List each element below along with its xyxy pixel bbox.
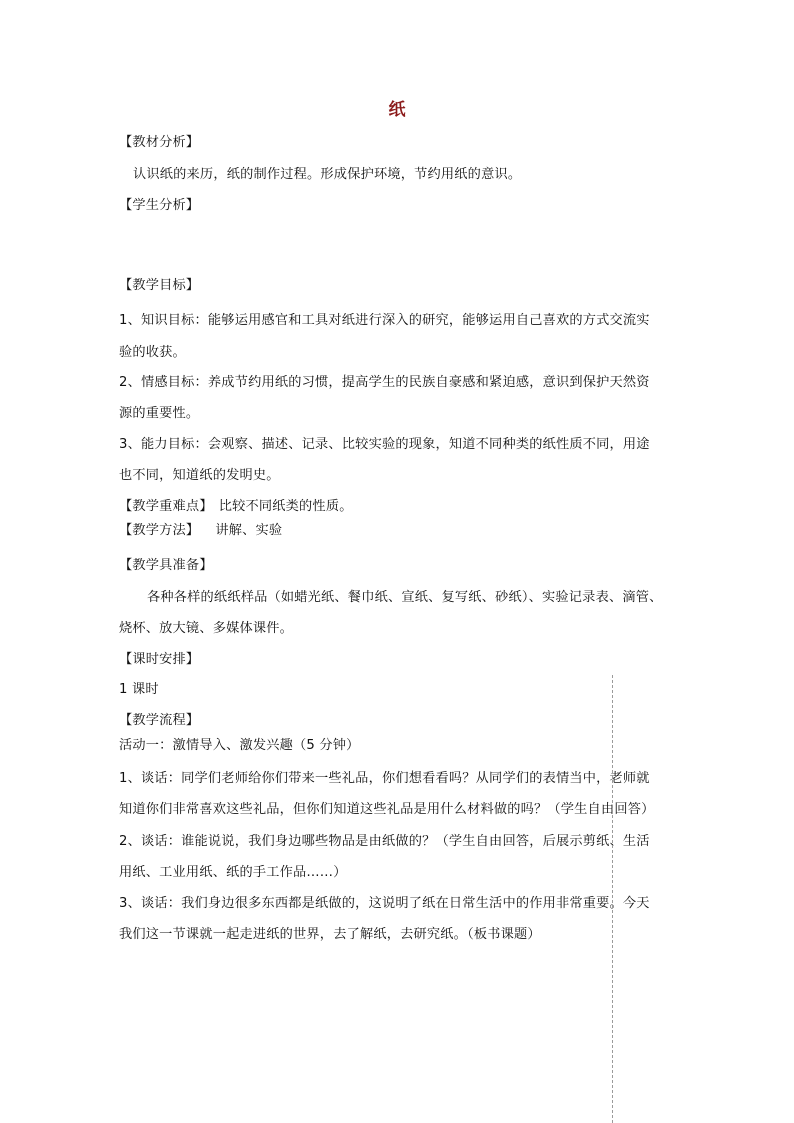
goal-3-line-1: 3、能力目标：会观察、描述、记录、比较实验的现象，知道不同种类的纸性质不同，用途 — [119, 437, 650, 452]
teaching-goals-heading: 【教学目标】 — [119, 278, 200, 293]
goal-2-line-1: 2、情感目标：养成节约用纸的习惯，提高学生的民族自豪感和紧迫感，意识到保护天然资 — [119, 375, 650, 390]
margin-dashed-rule — [612, 675, 613, 1123]
teaching-method-heading: 【教学方法】 — [119, 523, 200, 538]
schedule-text: 1 课时 — [119, 682, 159, 697]
talk-3-line-2: 我们这一节课就一起走进纸的世界，去了解纸，去研究纸。（板书课题） — [119, 927, 541, 942]
key-difficulty-heading: 【教学重难点】 — [119, 499, 213, 514]
activity-one: 活动一：激情导入、激发兴趣（5 分钟） — [119, 738, 360, 753]
goal-3-line-2: 也不同，知道纸的发明史。 — [119, 468, 280, 483]
materials-line-1: 各种各样的纸纸样品（如蜡光纸、餐巾纸、宣纸、复写纸、砂纸）、实验记录表、滴管、 — [147, 590, 663, 605]
student-analysis-heading: 【学生分析】 — [119, 198, 200, 213]
material-analysis-heading: 【教材分析】 — [119, 135, 200, 150]
talk-2-line-2: 用纸、工业用纸、纸的手工作品……） — [119, 865, 347, 880]
talk-2-line-1: 2、谈话：谁能说说，我们身边哪些物品是由纸做的？（学生自由回答，后展示剪纸、生活 — [119, 834, 650, 849]
talk-3-line-1: 3、谈话：我们身边很多东西都是纸做的，这说明了纸在日常生活中的作用非常重要。今天 — [119, 896, 650, 911]
key-difficulty — [119, 497, 679, 517]
goal-1-line-2: 验的收获。 — [119, 345, 186, 360]
teaching-method-text: 讲解、实验 — [215, 523, 283, 538]
talk-1-line-2: 知道你们非常喜欢这些礼品，但你们知道这些礼品是用什么材料做的吗？（学生自由回答） — [119, 802, 655, 817]
teaching-method — [119, 521, 679, 541]
material-analysis-text: 认识纸的来历，纸的制作过程。形成保护环境，节约用纸的意识。 — [133, 167, 522, 182]
page-title: 纸 — [388, 100, 406, 120]
process-heading: 【教学流程】 — [119, 713, 200, 728]
talk-1-line-1: 1、谈话：同学们老师给你们带来一些礼品，你们想看看吗？从同学们的表情当中，老师就 — [119, 771, 650, 786]
goal-2-line-2: 源的重要性。 — [119, 406, 200, 421]
materials-heading: 【教学具准备】 — [119, 558, 213, 573]
key-difficulty-text: 比较不同纸类的性质。 — [218, 499, 353, 514]
materials-line-2: 烧杯、放大镜、多媒体课件。 — [119, 621, 294, 636]
schedule-heading: 【课时安排】 — [119, 652, 200, 667]
goal-1-line-1: 1、知识目标：能够运用感官和工具对纸进行深入的研究，能够运用自己喜欢的方式交流实 — [119, 313, 650, 328]
